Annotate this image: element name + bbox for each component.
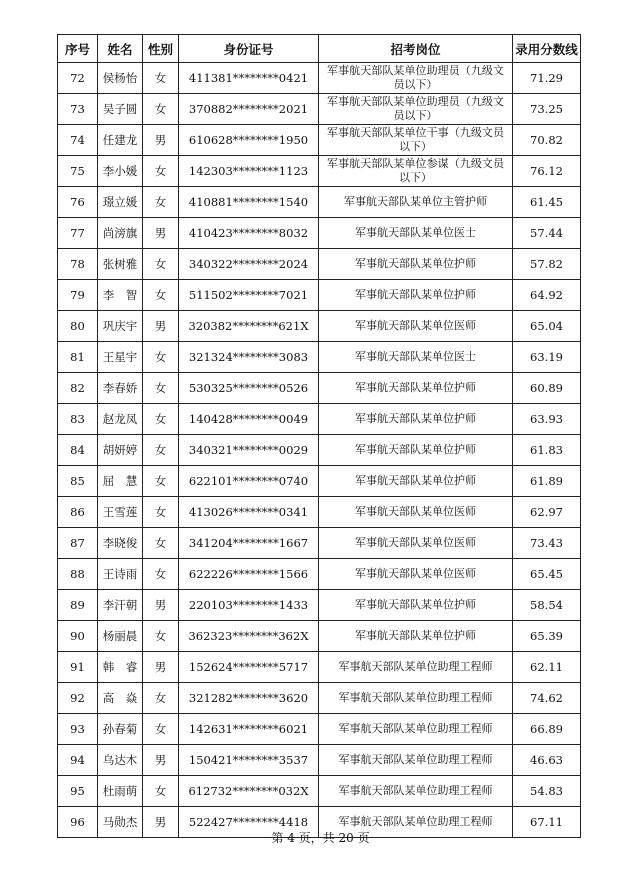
cell-position [319,528,513,559]
cell-index: 84 [58,435,98,466]
position-text: 军事航天部队某单位主管护师 [344,195,487,208]
cell-gender: 女 [143,466,179,497]
cell-gender: 女 [143,373,179,404]
cell-name: 王星宇 [98,342,143,373]
position-text: 军事航天部队某单位医士 [355,226,476,239]
position-text: 军事航天部队某单位助理工程师 [338,784,493,797]
cell-gender: 男 [143,807,179,838]
cell-score: 61.89 [513,466,581,497]
cell-name: 任建龙 [98,125,143,156]
cell-id-number: 370882********2021 [179,94,319,125]
cell-gender: 男 [143,125,179,156]
cell-id-number: 413026********0341 [179,497,319,528]
position-text: 军事航天部队某单位医师 [355,536,476,549]
cell-name: 李汗朝 [98,590,143,621]
cell-index: 72 [58,63,98,94]
cell-id-number: 612732********032X [179,776,319,807]
table-row [58,249,581,280]
cell-index: 91 [58,652,98,683]
cell-id-number: 321324********3083 [179,342,319,373]
cell-position [319,373,513,404]
cell-index: 82 [58,373,98,404]
cell-id-number: 152624********5717 [179,652,319,683]
cell-position [319,404,513,435]
table-row [58,404,581,435]
table-row [58,94,581,125]
results-table [57,34,581,838]
cell-gender: 女 [143,187,179,218]
cell-name: 韩 睿 [98,652,143,683]
cell-index: 88 [58,559,98,590]
cell-id-number: 140428********0049 [179,404,319,435]
position-text: 军事航天部队某单位助理工程师 [338,815,493,828]
cell-score: 65.04 [513,311,581,342]
cell-gender: 女 [143,559,179,590]
cell-id-number: 321282********3620 [179,683,319,714]
table-row [58,63,581,94]
cell-gender: 女 [143,156,179,187]
position-text: 军事航天部队某单位医师 [355,505,476,518]
cell-index: 78 [58,249,98,280]
table-body [58,63,581,838]
cell-index: 80 [58,311,98,342]
position-text: 军事航天部队某单位助理员（九级文员以下） [327,64,504,91]
cell-index: 96 [58,807,98,838]
cell-index: 79 [58,280,98,311]
cell-name: 尚滂旗 [98,218,143,249]
cell-index: 85 [58,466,98,497]
cell-gender: 女 [143,528,179,559]
cell-score: 71.29 [513,63,581,94]
cell-score: 54.83 [513,776,581,807]
cell-position [319,435,513,466]
cell-gender: 女 [143,94,179,125]
cell-name: 王雪莲 [98,497,143,528]
table-row [58,218,581,249]
cell-name: 璟立媛 [98,187,143,218]
cell-position [319,63,513,94]
header-id-number: 身份证号 [179,35,319,63]
cell-position [319,218,513,249]
cell-score: 62.97 [513,497,581,528]
cell-gender: 女 [143,435,179,466]
cell-id-number: 340321********0029 [179,435,319,466]
cell-name: 李小媛 [98,156,143,187]
cell-index: 93 [58,714,98,745]
cell-name: 孙春菊 [98,714,143,745]
cell-score: 67.11 [513,807,581,838]
table-row [58,435,581,466]
position-text: 军事航天部队某单位护师 [355,443,476,456]
cell-index: 76 [58,187,98,218]
position-text: 军事航天部队某单位护师 [355,629,476,642]
position-text: 军事航天部队某单位医师 [355,319,476,332]
cell-gender: 女 [143,497,179,528]
cell-name: 李晓俊 [98,528,143,559]
cell-name: 侯杨怡 [98,63,143,94]
cell-index: 73 [58,94,98,125]
cell-id-number: 341204********1667 [179,528,319,559]
cell-id-number: 320382********621X [179,311,319,342]
cell-name: 屈 慧 [98,466,143,497]
table-row [58,528,581,559]
table-row [58,342,581,373]
cell-index: 95 [58,776,98,807]
cell-id-number: 410423********8032 [179,218,319,249]
position-text: 军事航天部队某单位护师 [355,412,476,425]
cell-id-number: 142303********1123 [179,156,319,187]
cell-name: 巩庆宇 [98,311,143,342]
position-text: 军事航天部队某单位干事（九级文员以下） [327,126,504,153]
position-text: 军事航天部队某单位护师 [355,288,476,301]
cell-position [319,590,513,621]
table-row [58,497,581,528]
position-text: 军事航天部队某单位医士 [355,350,476,363]
cell-id-number: 150421********3537 [179,745,319,776]
cell-gender: 男 [143,745,179,776]
cell-score: 76.12 [513,156,581,187]
cell-position [319,156,513,187]
cell-gender: 女 [143,342,179,373]
table-header-row [58,35,581,63]
table-row [58,156,581,187]
table-row [58,776,581,807]
cell-score: 73.43 [513,528,581,559]
cell-name: 杜雨萌 [98,776,143,807]
cell-score: 57.44 [513,218,581,249]
cell-score: 64.92 [513,280,581,311]
table-row [58,745,581,776]
cell-position [319,714,513,745]
position-text: 军事航天部队某单位护师 [355,381,476,394]
cell-id-number: 340322********2024 [179,249,319,280]
cell-name: 杨丽晨 [98,621,143,652]
position-text: 军事航天部队某单位护师 [355,257,476,270]
cell-score: 60.89 [513,373,581,404]
cell-index: 89 [58,590,98,621]
cell-position [319,94,513,125]
cell-index: 92 [58,683,98,714]
cell-gender: 女 [143,776,179,807]
cell-position [319,559,513,590]
cell-index: 74 [58,125,98,156]
cell-position [319,187,513,218]
cell-position [319,280,513,311]
cell-name: 吴子圆 [98,94,143,125]
cell-position [319,311,513,342]
cell-name: 马勋杰 [98,807,143,838]
table-row [58,559,581,590]
cell-index: 87 [58,528,98,559]
table-row [58,125,581,156]
cell-name: 胡妍婷 [98,435,143,466]
table-row [58,590,581,621]
cell-id-number: 220103********1433 [179,590,319,621]
cell-score: 74.62 [513,683,581,714]
cell-index: 86 [58,497,98,528]
cell-id-number: 530325********0526 [179,373,319,404]
cell-position [319,497,513,528]
cell-id-number: 410881********1540 [179,187,319,218]
cell-position [319,342,513,373]
cell-position [319,249,513,280]
page-footer: 第 4 页，共 20 页 [271,831,370,845]
cell-name: 王诗雨 [98,559,143,590]
cell-score: 61.45 [513,187,581,218]
header-name: 姓名 [98,35,143,63]
cell-index: 90 [58,621,98,652]
header-position: 招考岗位 [319,35,513,63]
cell-score: 73.25 [513,94,581,125]
cell-position [319,125,513,156]
cell-score: 46.63 [513,745,581,776]
cell-id-number: 622226********1566 [179,559,319,590]
cell-name: 李春娇 [98,373,143,404]
cell-name: 赵龙凤 [98,404,143,435]
cell-id-number: 522427********4418 [179,807,319,838]
cell-score: 57.82 [513,249,581,280]
table-row [58,373,581,404]
cell-score: 70.82 [513,125,581,156]
cell-position [319,621,513,652]
header-gender: 性别 [143,35,179,63]
position-text: 军事航天部队某单位助理工程师 [338,753,493,766]
cell-gender: 女 [143,621,179,652]
cell-gender: 男 [143,590,179,621]
position-text: 军事航天部队某单位助理工程师 [338,660,493,673]
position-text: 军事航天部队某单位参谋（九级文员以下） [327,157,504,184]
position-text: 军事航天部队某单位助理员（九级文员以下） [327,95,504,122]
table-row [58,466,581,497]
cell-position [319,745,513,776]
cell-index: 94 [58,745,98,776]
table-row [58,714,581,745]
table-row [58,280,581,311]
table-row [58,621,581,652]
cell-score: 61.83 [513,435,581,466]
cell-gender: 男 [143,218,179,249]
position-text: 军事航天部队某单位助理工程师 [338,691,493,704]
cell-index: 77 [58,218,98,249]
cell-score: 65.45 [513,559,581,590]
cell-name: 李 智 [98,280,143,311]
cell-position [319,683,513,714]
position-text: 军事航天部队某单位护师 [355,474,476,487]
table-row [58,652,581,683]
header-index: 序号 [58,35,98,63]
position-text: 军事航天部队某单位护师 [355,598,476,611]
cell-id-number: 622101********0740 [179,466,319,497]
cell-score: 63.93 [513,404,581,435]
cell-score: 58.54 [513,590,581,621]
cell-id-number: 610628********1950 [179,125,319,156]
table-row [58,187,581,218]
cell-gender: 男 [143,311,179,342]
cell-gender: 男 [143,652,179,683]
cell-id-number: 511502********7021 [179,280,319,311]
table-row [58,683,581,714]
table-row [58,311,581,342]
cell-index: 75 [58,156,98,187]
cell-score: 66.89 [513,714,581,745]
position-text: 军事航天部队某单位医师 [355,567,476,580]
cell-index: 83 [58,404,98,435]
cell-name: 张树雅 [98,249,143,280]
cell-id-number: 142631********6021 [179,714,319,745]
cell-score: 62.11 [513,652,581,683]
cell-name: 高 焱 [98,683,143,714]
cell-score: 65.39 [513,621,581,652]
cell-index: 81 [58,342,98,373]
cell-gender: 女 [143,280,179,311]
cell-position [319,652,513,683]
position-text: 军事航天部队某单位助理工程师 [338,722,493,735]
cell-id-number: 411381********0421 [179,63,319,94]
cell-gender: 女 [143,683,179,714]
header-score: 录用分数线 [513,35,581,63]
cell-gender: 女 [143,404,179,435]
cell-position [319,466,513,497]
cell-gender: 女 [143,63,179,94]
cell-gender: 女 [143,714,179,745]
cell-gender: 女 [143,249,179,280]
cell-name: 乌达木 [98,745,143,776]
cell-position [319,776,513,807]
cell-score: 63.19 [513,342,581,373]
cell-id-number: 362323********362X [179,621,319,652]
